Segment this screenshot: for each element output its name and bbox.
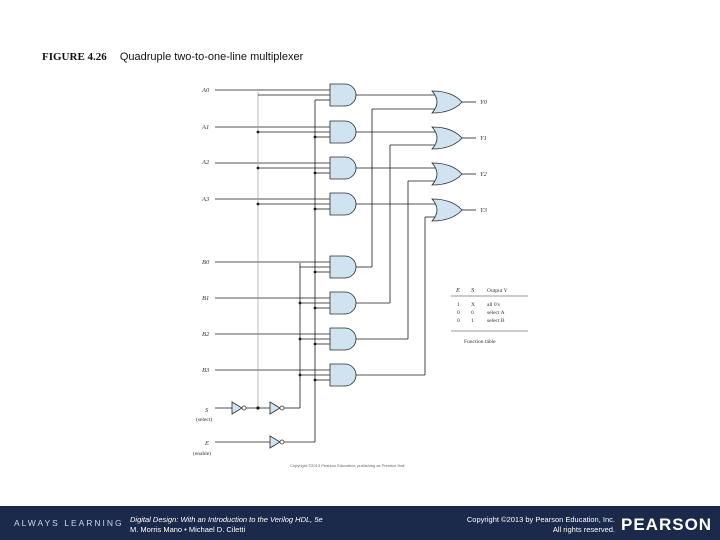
select-sublabel: (select) — [196, 417, 213, 423]
and-gate-a1 — [330, 121, 356, 143]
book-title: Digital Design: With an Introduction to the Verilog HDL, 5e — [130, 515, 323, 524]
or-gates — [432, 91, 462, 221]
ft-header-s: S — [471, 287, 475, 294]
and-gate-b1 — [330, 292, 356, 314]
book-info — [130, 515, 323, 535]
input-a3-label: A3 — [202, 196, 210, 203]
select-buffer-inverter — [270, 402, 280, 414]
copyright-info — [410, 515, 615, 535]
enable-inverter — [270, 436, 280, 448]
output-y3-label: Y3 — [480, 207, 487, 214]
input-a0-label: A0 — [202, 87, 210, 94]
output-y2-label: Y2 — [480, 171, 487, 178]
and-to-or-wires — [356, 95, 436, 375]
ft-r1-s: X — [471, 302, 475, 308]
function-table — [451, 287, 528, 345]
ft-caption: Function table — [464, 339, 496, 345]
ft-r3-e: 0 — [457, 318, 460, 324]
ft-r3-y: select B — [487, 318, 505, 324]
and-gate-a2 — [330, 157, 356, 179]
always-learning-text: ALWAYS LEARNING — [14, 518, 124, 528]
ft-r1-y: all 0's — [487, 302, 500, 308]
select-inverter — [232, 402, 242, 414]
enable-sublabel: (enable) — [193, 451, 212, 457]
input-a1-label: A1 — [202, 124, 210, 131]
input-b3-label: B3 — [202, 367, 210, 374]
ft-r2-e: 0 — [457, 310, 460, 316]
footer-bar — [0, 506, 720, 540]
enable-label: E — [205, 440, 209, 447]
input-labels — [193, 87, 212, 457]
input-b2-label: B2 — [202, 331, 210, 338]
and-gates — [330, 84, 356, 386]
output-y0-label: Y0 — [480, 99, 487, 106]
or-gate-y1 — [432, 127, 462, 149]
input-b1-label: B1 — [202, 295, 210, 302]
ft-header-e: E — [456, 287, 460, 294]
and-gate-a3 — [330, 193, 356, 215]
copyright-line1: Copyright ©2013 by Pearson Education, Inc. — [466, 515, 615, 524]
or-gate-y3 — [432, 199, 462, 221]
and-gate-b3 — [330, 364, 356, 386]
and-gate-b0 — [330, 256, 356, 278]
outputs — [462, 99, 488, 214]
or-gate-y0 — [432, 91, 462, 113]
input-a2-label: A2 — [202, 159, 210, 166]
figure-number: FIGURE 4.26 — [42, 51, 107, 63]
pearson-logo: PEARSON — [621, 515, 713, 534]
and-gate-a0 — [330, 84, 356, 106]
ft-r1-e: 1 — [457, 302, 460, 308]
or-gate-y2 — [432, 163, 462, 185]
ft-header-output: Output Y — [487, 288, 508, 294]
select-path — [215, 92, 330, 414]
ft-r2-y: select A — [487, 310, 505, 316]
select-label: S — [205, 407, 209, 414]
and-gate-b2 — [330, 328, 356, 350]
copyright-line2: All rights reserved. — [552, 525, 615, 534]
output-y1-label: Y1 — [480, 135, 487, 142]
enable-path — [215, 100, 330, 448]
figure-copyright: Copyright ©2013 Pearson Education, publishing as Prentice Hall — [290, 463, 405, 468]
figure-title: Quadruple two-to-one-line multiplexer — [119, 51, 304, 63]
input-b0-label: B0 — [202, 259, 210, 266]
ft-r3-s: 1 — [471, 318, 474, 324]
book-authors: M. Morris Mano • Michael D. Ciletti — [130, 525, 246, 534]
ft-r2-s: 0 — [471, 310, 474, 316]
